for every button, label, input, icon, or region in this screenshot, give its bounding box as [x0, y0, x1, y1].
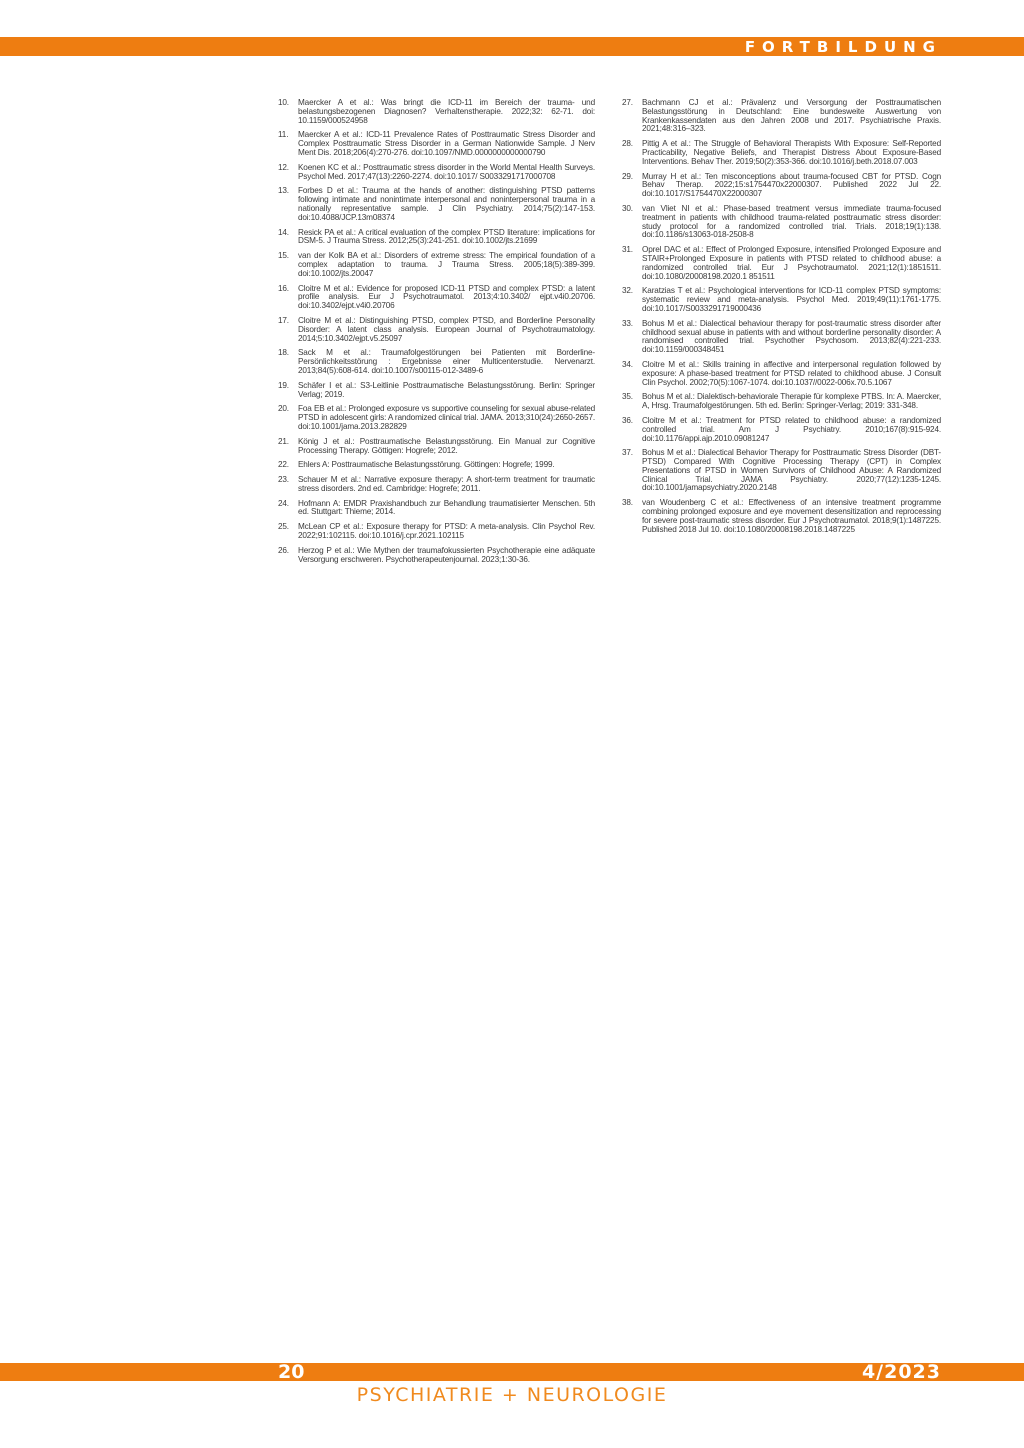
reference-item: [622, 361, 941, 387]
reference-text: Oprel DAC et al.: Effect of Prolonged Exposure, intensified Prolonged Exposure and STAIR+Prolonged Exposure in patients with PTSD related to childhood abuse: a randomized controlled trial. Eur J Psychotraumatol. 2021;12(1):1851511. doi:10.1080/20008198.2020.1 851511: [642, 245, 941, 281]
reference-number: 15.: [278, 251, 289, 261]
reference-text: Maercker A et al.: ICD-11 Prevalence Rates of Posttraumatic Stress Disorder and Complex Posttraumatic Stress Disorder in a German Nationwide Sample. J Nerv Ment Dis. 2018;206(4):270-276. doi:10.1097/NMD.0000000000000790: [298, 130, 595, 157]
reference-item: [278, 99, 595, 125]
reference-number: 31.: [622, 245, 633, 255]
reference-number: 38.: [622, 498, 633, 508]
reference-item: [622, 140, 941, 166]
reference-text: Murray H et al.: Ten misconceptions about trauma-focused CBT for PTSD. Cogn Behav Therap. 2022;15:s1754470x22000307. Published 2022 Jul 22. doi:10.1017/S1754470X22000307: [642, 171, 941, 199]
reference-number: 19.: [278, 380, 289, 390]
references-column-left: [278, 99, 595, 570]
section-label: FORTBILDUNG: [744, 38, 942, 56]
reference-item: [278, 252, 595, 278]
reference-text: Resick PA et al.: A critical evaluation of the complex PTSD literature: implications for DSM-5. J Trauma Stress. 2012;25(3):241-251. doi:10.1002/jts.21699: [298, 227, 595, 246]
reference-text: Bohus M et al.: Dialectical Behavior Therapy for Posttraumatic Stress Disorder (DBT-PTSD) Compared With Cognitive Processing Therapy (CPT) in Complex Presentations of PTSD in Women Survivors of Childhood Abuse: A Randomized Clinical Trial. JAMA Psychiatry. 2020;77(12):1235-1245. doi:10.1001/jamapsychiatry.2020.2148: [642, 448, 941, 493]
reference-number: 12.: [278, 162, 289, 172]
reference-item: [278, 438, 595, 456]
reference-item: [622, 417, 941, 443]
reference-number: 27.: [622, 98, 633, 107]
reference-text: Forbes D et al.: Trauma at the hands of another: distinguishing PTSD patterns following intimate and nonintimate interpersonal and noninterpersonal trauma in a nationally representative sample. J Clin Psychiatry. 2014;75(2):147-153. doi:10.4088/JCP.13m08374: [298, 186, 595, 222]
reference-text: McLean CP et al.: Exposure therapy for PTSD: A meta-analysis. Clin Psychol Rev. 2022;91:102115. doi:10.1016/j.cpr.2021.102115: [298, 522, 595, 541]
issue-label: 4/2023: [861, 1361, 941, 1383]
reference-number: 35.: [622, 392, 633, 402]
reference-number: 30.: [622, 203, 633, 213]
reference-number: 29.: [622, 171, 633, 181]
references-column-right: [622, 99, 941, 540]
reference-number: 18.: [278, 348, 289, 358]
reference-number: 28.: [622, 139, 633, 149]
reference-item: [622, 246, 941, 281]
reference-number: 37.: [622, 448, 633, 458]
reference-text: Pittig A et al.: The Struggle of Behavioral Therapists With Exposure: Self-Reported Practicability, Negative Beliefs, and Therapist Distress About Exposure-Based Interventions. Behav Ther. 2019;50(2):353-366. doi:10.1016/j.beth.2018.07.003: [642, 139, 941, 166]
reference-text: Maercker A et al.: Was bringt die ICD-11 im Bereich der trauma- und belastungsbezogenen Diagnosen? Verhaltenstherapie. 2022;32: 62-71. doi: 10.1159/000524958: [298, 98, 595, 125]
reference-number: 36.: [622, 415, 633, 425]
reference-text: König J et al.: Posttraumatische Belastungsstörung. Ein Manual zur Cognitive Processing Therapy. Göttigen: Hogrefe; 2012.: [298, 436, 595, 455]
page-number: 20: [278, 1361, 305, 1383]
reference-text: Karatzias T et al.: Psychological interventions for ICD-11 complex PTSD symptoms: systematic review and meta-analysis. Psychol Med. 2019;49(11):1761-1775. doi:10.1017/S0033291719000436: [642, 286, 941, 313]
journal-title: PSYCHIATRIE + NEUROLOGIE: [356, 1384, 668, 1406]
reference-text: Hofmann A: EMDR Praxishandbuch zur Behandlung traumatisierter Menschen. 5th ed. Stuttgart: Thieme; 2014.: [298, 498, 595, 517]
reference-text: Cloitre M et al.: Treatment for PTSD related to childhood abuse: a randomized controlled trial. Am J Psychiatry. 2010;167(8):915-924. doi:10.1176/appi.ajp.2010.09081247: [642, 415, 941, 443]
reference-text: Cloitre M et al.: Evidence for proposed ICD-11 PTSD and complex PTSD: a latent profile analysis. Eur J Psychotraumatol. 2013;4:10.3402/ ejpt.v4i0.20706. doi:10.3402/ejpt.v4i0.20706: [298, 283, 595, 311]
reference-text: van der Kolk BA et al.: Disorders of extreme stress: The empirical foundation of a complex adaptation to trauma. J Trauma Stress. 2005;18(5):389-399. doi:10.1002/jts.20047: [298, 251, 595, 278]
reference-number: 10.: [278, 98, 289, 107]
reference-item: [278, 187, 595, 222]
reference-item: [278, 500, 595, 518]
reference-number: 13.: [278, 186, 289, 196]
reference-number: 20.: [278, 404, 289, 414]
reference-item: [278, 349, 595, 375]
reference-number: 14.: [278, 227, 289, 237]
reference-text: Herzog P et al.: Wie Mythen der traumafokussierten Psychotherapie eine adäquate Versorgung erschweren. Psychotherapeutenjournal. 2023;1:30-36.: [298, 545, 595, 564]
reference-text: van Vliet NI et al.: Phase-based treatment versus immediate trauma-focused treatment in patients with childhood trauma-related posttraumatic stress disorder: study protocol for a randomized controlled trial. Trials. 2018;19(1):138. doi:10.1186/s13063-018-2508-8: [642, 203, 941, 240]
reference-number: 11.: [278, 130, 289, 140]
reference-text: van Woudenberg C et al.: Effectiveness of an intensive treatment programme combining prolonged exposure and eye movement desensitization and reprocessing for severe post-traumatic stress disorder. Eur J Psychotraumatol. 2018;9(1):1487225. Published 2018 Jul 10. doi:10.1080/20008198.2018.1487225: [642, 498, 941, 534]
reference-item: [622, 320, 941, 355]
reference-item: [278, 229, 595, 247]
reference-item: [278, 285, 595, 311]
reference-item: [278, 317, 595, 343]
reference-number: 23.: [278, 475, 289, 485]
reference-item: [278, 523, 595, 541]
reference-item: [278, 476, 595, 494]
reference-text: Schäfer I et al.: S3-Leitlinie Posttraumatische Belastungsstörung. Berlin: Springer Verlag; 2019.: [298, 380, 595, 399]
reference-item: [278, 547, 595, 565]
reference-item: [278, 164, 595, 182]
reference-text: Sack M et al.: Traumafolgestörungen bei Patienten mit Borderline-Persönlichkeitsstörung : Ergebnisse einer Multicenterstudie. Nervenarzt. 2013;84(5):608-614. doi:10.1007/s00115-012-3489-6: [298, 348, 595, 375]
reference-number: 26.: [278, 545, 289, 555]
reference-item: [622, 393, 941, 411]
reference-text: Koenen KC et al.: Posttraumatic stress disorder in the World Mental Health Surveys. Psychol Med. 2017;47(13):2260-2274. doi:10.1017/ S0033291717000708: [298, 162, 595, 181]
reference-item: [622, 287, 941, 313]
reference-text: Ehlers A: Posttraumatische Belastungsstörung. Göttingen: Hogrefe; 1999.: [298, 460, 555, 470]
reference-number: 34.: [622, 359, 633, 369]
reference-number: 22.: [278, 460, 289, 470]
reference-number: 21.: [278, 436, 289, 446]
reference-text: Bohus M et al.: Dialectical behaviour therapy for post-traumatic stress disorder after childhood sexual abuse in patients with and without borderline personality disorder: A randomised controlled trial. Psychother Psychosom. 2013;82(4):221-233. doi:10.1159/000348451: [642, 318, 941, 355]
reference-text: Cloitre M et al.: Skills training in affective and interpersonal regulation followed by exposure: A phase-based treatment for PTSD related to childhood abuse. J Consult Clin Psychol. 2002;70(5):1067-1074. doi:10.1037//0022-006x.70.5.1067: [642, 359, 941, 387]
reference-number: 16.: [278, 283, 289, 293]
reference-item: [622, 499, 941, 534]
reference-number: 33.: [622, 318, 633, 328]
reference-text: Foa EB et al.: Prolonged exposure vs supportive counseling for sexual abuse-related PTSD in adolescent girls: A randomized clinical trial. JAMA. 2013;310(24):2650-2657. doi:10.1001/jama.2013.282829: [298, 404, 595, 431]
reference-number: 17.: [278, 315, 289, 325]
reference-item: [622, 205, 941, 240]
reference-number: 25.: [278, 522, 289, 532]
reference-text: Schauer M et al.: Narrative exposure therapy: A short-term treatment for traumatic stress disorders. 2nd ed. Cambridge: Hogrefe; 2011.: [298, 475, 595, 493]
reference-number: 24.: [278, 498, 289, 508]
reference-number: 32.: [622, 286, 633, 296]
reference-item: [278, 461, 595, 470]
reference-item: [622, 449, 941, 493]
reference-text: Bachmann CJ et al.: Prävalenz und Versorgung der Posttraumatischen Belastungsstörung in Deutschland: Eine bundesweite Auswertung von Krankenkassendaten aus den Jahren 2008 und 2017. Psychiatrische Praxis. 2021;48:316–323.: [642, 98, 941, 134]
reference-item: [278, 382, 595, 400]
reference-text: Cloitre M et al.: Distinguishing PTSD, complex PTSD, and Borderline Personality Disorder: A latent class analysis. European Journal of Psychotraumatology. 2014;5:10.3402/ejpt.v5.25097: [298, 315, 595, 343]
reference-item: [622, 99, 941, 134]
reference-text: Bohus M et al.: Dialektisch-behaviorale Therapie für komplexe PTBS. In: A. Maercker, A, Hrsg. Traumafolgestörungen. 5th ed. Berlin: Springer-Verlag; 2019: 331-348.: [642, 392, 941, 411]
reference-item: [278, 405, 595, 431]
reference-item: [622, 173, 941, 199]
reference-item: [278, 131, 595, 157]
